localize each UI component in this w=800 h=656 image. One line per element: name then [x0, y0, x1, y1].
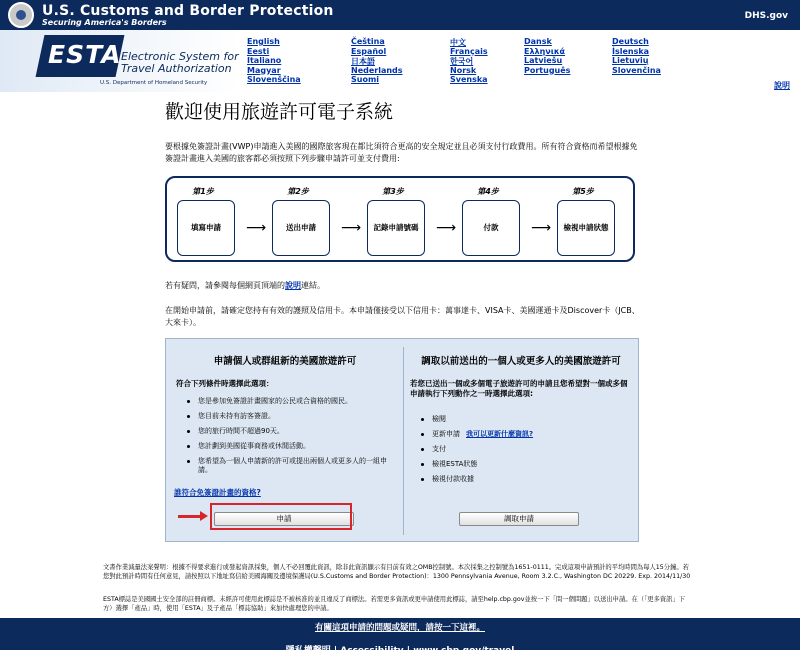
list-item: 您希望為一個人申請新的許可或提出兩個人或更多人的一組申請。: [180, 457, 390, 475]
new-application-subtitle: 符合下列條件時選擇此選項：: [176, 379, 274, 388]
language-link[interactable]: Slovenščina: [247, 75, 301, 84]
language-link[interactable]: Português: [524, 65, 571, 75]
existing-application-title: 調取以前送出的一個人或更多人的美國旅遊許可: [421, 356, 621, 367]
new-application-conditions: [180, 397, 390, 481]
arrow-right-icon: ⟶: [246, 220, 267, 236]
paperwork-notice: 文書作業減量法案聲明：根據不得要求進行或發起資訊採集，個人不必回覆此資訊，除非此資訊顯示有目前有效之OMB控制號。本次採集之控制號為1651-0111。完成這項申請預計的平均時間為每人15分鐘。若您對此預計時間有任何意見，請按照以下地址寫信給美國海關及邊境保護局(U.S.Customs and Border Protection)：1300 Pennsylvania Avenue, Room 3.2.C., Washington DC 20229. Exp. 2014/11/30: [103, 564, 691, 580]
dhs-department-label: U.S. Department of Homeland Security: [100, 80, 208, 86]
language-link[interactable]: Français: [450, 46, 488, 56]
trademark-notice: ESTA標誌是美國國土安全部的註冊商標。未經許可使用此標誌是不被核准的並且違反了商標法。若需更多資訊或更申請使用此標誌，請至help.cbp.gov並按一下「問一個問題」以送出申請。在（「更多資訊」下方）選擇「產品」時，使用「ESTA」及子產品「標誌協助」來加快處理您的申請。: [103, 596, 686, 612]
step-5-box: 檢視申請狀態: [557, 200, 615, 256]
arrow-right-icon: ⟶: [436, 220, 457, 236]
steps-panel: [165, 176, 635, 262]
language-link[interactable]: Latviešu: [524, 56, 563, 65]
agency-tagline: Securing America's Borders: [42, 18, 167, 27]
language-link[interactable]: 日本語: [351, 57, 375, 66]
retrieve-application-button[interactable]: 調取申請: [459, 512, 579, 526]
arrow-right-icon: ⟶: [531, 220, 552, 236]
list-item: 您是參加免簽證計畫國家的公民或合資格的國民。: [180, 397, 390, 406]
language-link[interactable]: Italiano: [247, 56, 282, 65]
list-item: 支付: [414, 445, 634, 454]
step-3-box: 記錄申請號碼: [367, 200, 425, 256]
dhs-seal-icon: [8, 2, 34, 28]
dhs-link[interactable]: DHS.gov: [744, 11, 788, 21]
language-link[interactable]: Norsk: [450, 65, 477, 75]
step-2-box: 送出申請: [272, 200, 330, 256]
language-link[interactable]: Magyar: [247, 65, 281, 75]
red-arrow-head-icon: [200, 511, 208, 521]
step-1-label: 第1步: [192, 187, 214, 196]
step-3-label: 第3步: [382, 187, 404, 196]
language-link[interactable]: Čeština: [351, 37, 385, 46]
step-4-box: 付款: [462, 200, 520, 256]
language-link[interactable]: Ελληνικά: [524, 46, 566, 56]
step-2-label: 第2步: [287, 187, 309, 196]
step-4-label: 第4步: [477, 187, 499, 196]
language-link[interactable]: 한국어: [450, 57, 474, 66]
list-item: 您的旅行時間不超過90天。: [180, 427, 390, 436]
language-link[interactable]: Slovenčina: [612, 65, 661, 75]
contact-question-link[interactable]: 有關這項申請的問題或疑問，請按一下這裡。: [314, 623, 485, 633]
language-link[interactable]: 中文: [450, 38, 466, 47]
step-1-box: 填寫申請: [177, 200, 235, 256]
help-inline-link[interactable]: 說明: [285, 281, 301, 290]
footer-bar: [0, 618, 800, 656]
arrow-right-icon: ⟶: [341, 220, 362, 236]
site-header: [0, 30, 800, 92]
list-item: 更新申請 我可以更新什麼資訊?: [414, 430, 634, 439]
list-item: 您目前未持有訪客簽證。: [180, 412, 390, 421]
language-link[interactable]: Dansk: [524, 37, 552, 46]
apply-highlight-box: [210, 503, 352, 530]
list-item: 檢視ESTA狀態: [414, 460, 634, 469]
existing-application-subtitle: 若您已送出一個或多個電子旅遊許可的申請且您希望對一個或多個申請執行下列動作之一時選擇此選項:: [410, 379, 628, 398]
update-info-link[interactable]: 我可以更新什麼資訊?: [466, 430, 534, 438]
footer-links[interactable]: 隱私權聲明 | Accessibility | www.cbp.gov/travel: [285, 646, 515, 656]
new-application-title: 申請個人或群組新的美國旅遊許可: [213, 356, 357, 367]
help-link[interactable]: 說明: [774, 81, 790, 90]
top-banner: [0, 0, 800, 30]
apply-button[interactable]: 申請: [214, 512, 354, 526]
page-title: 歡迎使用旅遊許可電子系統: [165, 101, 394, 123]
esta-logo-text: ESTA: [48, 40, 122, 69]
agency-name: U.S. Customs and Border Protection: [42, 3, 334, 19]
language-link[interactable]: Nederlands: [351, 65, 403, 75]
list-item: 您計劃到美國從事商務或休閒活動。: [180, 442, 390, 451]
language-link[interactable]: Eesti: [247, 46, 270, 56]
existing-application-actions: [414, 415, 634, 490]
red-arrow-icon: [178, 515, 202, 518]
language-link[interactable]: Lietuvių: [612, 56, 649, 65]
step-5-label: 第5步: [572, 187, 594, 196]
language-link[interactable]: English: [247, 37, 280, 46]
language-link[interactable]: Suomi: [351, 75, 380, 84]
esta-full-name: Electronic System for Travel Authorization: [121, 50, 239, 75]
panel-divider: [403, 347, 404, 535]
language-link[interactable]: Svenska: [450, 75, 488, 84]
list-item: 檢視付款收據: [414, 475, 634, 484]
list-item: 檢閱: [414, 415, 634, 424]
intro-text: 要根據免簽證計畫(VWP)申請進入美國的國際旅客現在都比須符合更高的安全規定並且必須支付行政費用。所有符合資格而希望根據免簽證計畫進入美國的旅客都必須按照下列步驟申請許可並支付費用:: [165, 142, 638, 163]
language-link[interactable]: Íslenska: [612, 46, 650, 56]
language-link[interactable]: Deutsch: [612, 37, 649, 46]
language-link[interactable]: Español: [351, 46, 387, 56]
eligibility-link[interactable]: 誰符合免簽證計畫的資格?: [174, 488, 261, 497]
credit-card-notice: 在開始申請前，請確定您持有有效的護照及信用卡。本申請僅接受以下信用卡：萬事達卡、VISA卡、美國運通卡及Discover卡（JCB、大來卡）。: [165, 306, 640, 327]
question-line: 若有疑問，請參閱每個網頁頂端的說明連結。: [165, 281, 325, 290]
